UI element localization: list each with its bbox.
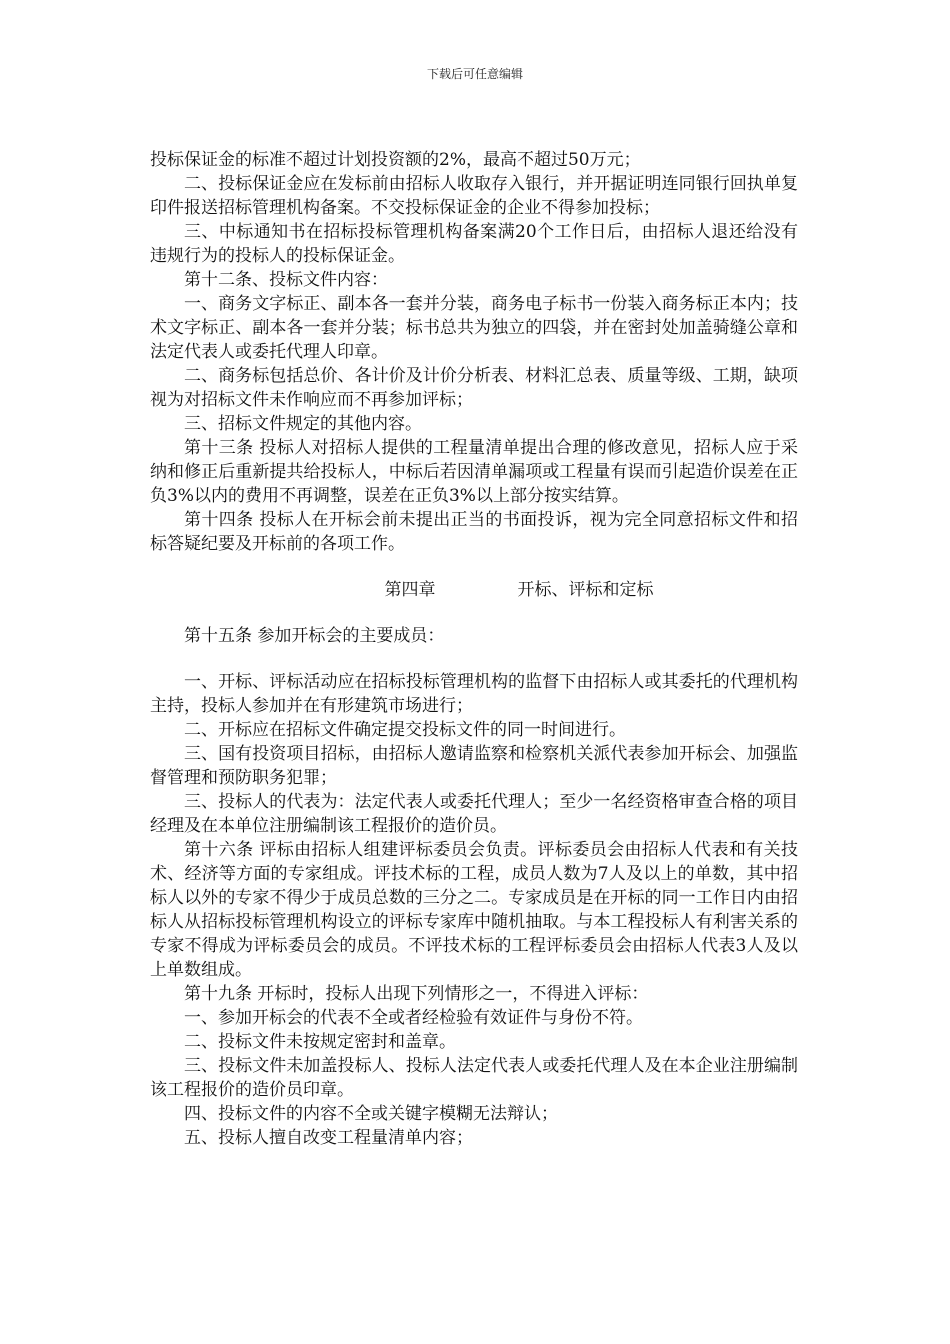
paragraph: 第十二条、投标文件内容： [184, 270, 388, 290]
chapter-heading [150, 578, 798, 602]
paragraph: 二、商务标包括总价、各计价及计价分析表、材料汇总表、质量等级、工期，缺项视为对招标文件未作响应而不再参加评标； [150, 366, 798, 410]
paragraph: 三、投标文件未加盖投标人、投标人法定代表人或委托代理人及在本企业注册编制该工程报价的造价员印章。 [150, 1056, 798, 1100]
paragraph: 二、投标文件未按规定密封和盖章。 [184, 1032, 456, 1052]
paragraph: 三、投标人的代表为：法定代表人或委托代理人；至少一名经资格审查合格的项目经理及在本单位注册编制该工程报价的造价员。 [150, 792, 798, 836]
paragraph: 三、国有投资项目招标，由招标人邀请监察和检察机关派代表参加开标会、加强监督管理和预防职务犯罪； [150, 744, 798, 788]
paragraph: 第十四条 投标人在开标会前未提出正当的书面投诉，视为完全同意招标文件和招标答疑纪要及开标前的各项工作。 [150, 510, 798, 554]
article-15-heading: 第十五条 参加开标会的主要成员： [184, 626, 445, 646]
paragraphs-before-chapter [150, 148, 798, 556]
paragraph: 二、投标保证金应在发标前由招标人收取存入银行，并开据证明连同银行回执单复印件报送招标管理机构备案。不交投标保证金的企业不得参加投标； [150, 174, 798, 218]
paragraph: 五、投标人擅自改变工程量清单内容； [184, 1128, 473, 1148]
paragraph: 四、投标文件的内容不全或关键字模糊无法辩认； [184, 1104, 558, 1124]
paragraph: 一、参加开标会的代表不全或者经检验有效证件与身份不符。 [184, 1008, 643, 1028]
paragraph: 第十六条 评标由招标人组建评标委员会负责。评标委员会由招标人代表和有关技术、经济等方面的专家组成。评技术标的工程，成员人数为7人及以上的单数，其中招标人以外的专家不得少于成员总数的三分之二。专家成员是在开标的同一工作日内由招标人从招标投标管理机构设立的评标专家库中随机抽取。与本工程投标人有利害关系的专家不得成为评标委员会的成员。不评技术标的工程评标委员会由招标人代表3人及以上单数组成。 [150, 840, 798, 980]
paragraph: 投标保证金的标准不超过计划投资额的2%，最高不超过50万元； [150, 150, 641, 170]
paragraph: 第十三条 投标人对招标人提供的工程量清单提出合理的修改意见，招标人应于采纳和修正后重新提共给投标人，中标后若因清单漏项或工程量有误而引起造价误差在正负3%以内的费用不再调整，误差在正负3%以上部分按实结算。 [150, 438, 798, 506]
paragraph: 第十九条 开标时，投标人出现下列情形之一，不得进入评标： [184, 984, 649, 1004]
paragraph: 三、中标通知书在招标投标管理机构备案满20个工作日后，由招标人退还给没有违规行为的投标人的投标保证金。 [150, 222, 798, 266]
paragraphs-after-chapter [150, 670, 798, 1150]
paragraph: 一、开标、评标活动应在招标投标管理机构的监督下由招标人或其委托的代理机构主持，投标人参加并在有形建筑市场进行； [150, 672, 798, 716]
paragraph: 二、开标应在招标文件确定提交投标文件的同一时间进行。 [184, 720, 626, 740]
chapter-title: 开标、评标和定标 [517, 580, 654, 600]
paragraph: 一、商务文字标正、副本各一套并分装，商务电子标书一份装入商务标正本内；技术文字标正、副本各一套并分装；标书总共为独立的四袋，并在密封处加盖骑缝公章和法定代表人或委托代理人印章。 [150, 294, 798, 362]
page-header: 下载后可任意编辑 [426, 67, 523, 81]
chapter-number: 第四章 [384, 580, 436, 600]
paragraph: 三、招标文件规定的其他内容。 [184, 414, 422, 434]
document-body [150, 148, 798, 1150]
